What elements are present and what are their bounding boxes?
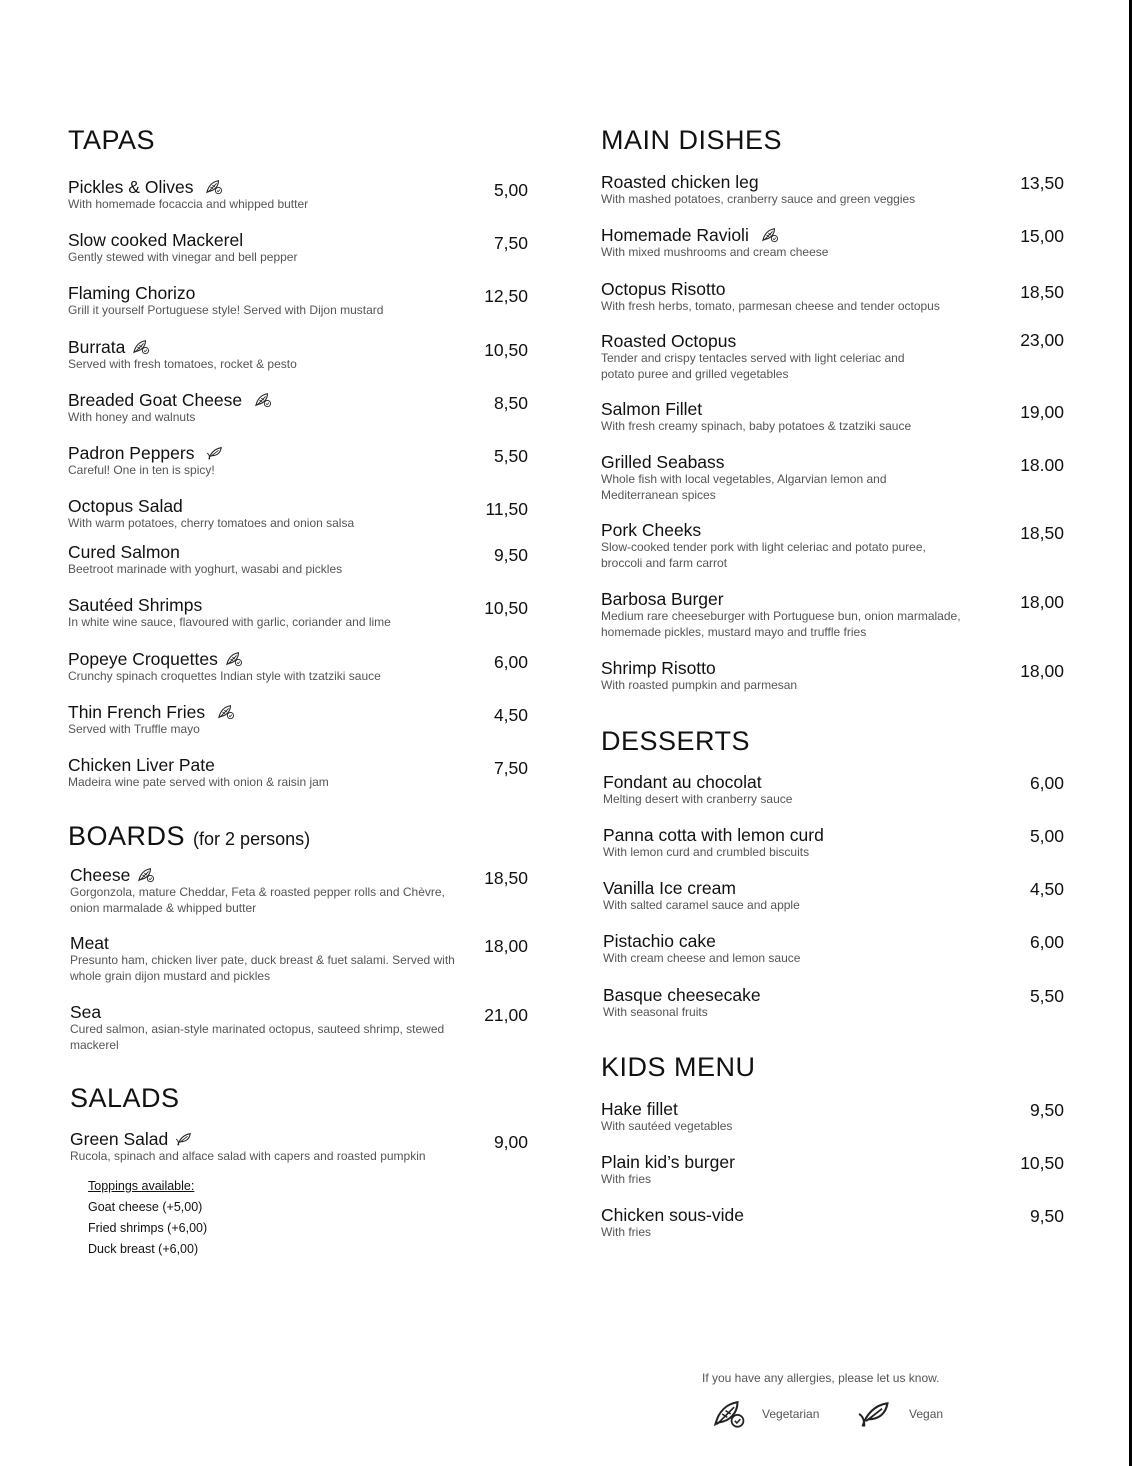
- vegetarian-icon: [132, 339, 150, 355]
- item-price: 12,50: [484, 286, 528, 306]
- item-name: Hake fillet: [601, 1099, 678, 1119]
- item-price: 4,50: [493, 705, 528, 725]
- vegetarian-icon: [205, 179, 223, 195]
- vegetarian-icon: [254, 392, 272, 408]
- menu-item: [68, 444, 528, 479]
- item-name: Salmon Fillet: [601, 399, 703, 419]
- main-dishes-heading: MAIN DISHES: [601, 125, 783, 155]
- item-name: Pistachio cake: [603, 931, 716, 951]
- item-price: 18,00: [1020, 592, 1064, 612]
- item-name: Green Salad: [70, 1129, 169, 1149]
- menu-item: [601, 280, 1064, 315]
- item-name: Cheese: [70, 865, 131, 885]
- item-description: With fries: [601, 1225, 652, 1239]
- item-name: Popeye Croquettes: [68, 649, 218, 669]
- salads-heading: SALADS: [70, 1083, 180, 1113]
- item-description: In white wine sauce, flavoured with garlic, coriander and lime: [68, 615, 391, 629]
- menu-item: [68, 391, 528, 426]
- item-description: With salted caramel sauce and apple: [603, 898, 800, 912]
- item-price: 18,50: [1020, 523, 1064, 543]
- item-description: Beetroot marinade with yoghurt, wasabi and pickles: [68, 562, 343, 576]
- boards-heading: [68, 823, 310, 850]
- item-price: 4,50: [1029, 879, 1064, 899]
- item-price: 8,50: [493, 393, 528, 413]
- menu-item: [601, 1206, 1064, 1241]
- item-price: 15,00: [1020, 226, 1064, 246]
- item-price: 9,50: [1029, 1100, 1064, 1120]
- item-description: With mixed mushrooms and cream cheese: [601, 245, 829, 259]
- item-name: Octopus Salad: [68, 496, 183, 516]
- item-price: 10,50: [484, 598, 528, 618]
- item-price: 9,50: [493, 545, 528, 565]
- item-description: Gently stewed with vinegar and bell pepper: [68, 250, 298, 264]
- item-name: Roasted Octopus: [601, 331, 737, 351]
- item-description: With cream cheese and lemon sauce: [603, 951, 801, 965]
- item-description: Crunchy spinach croquettes Indian style with tzatziki sauce: [68, 669, 381, 683]
- item-price: 18,00: [1020, 661, 1064, 681]
- menu-item: [601, 400, 1064, 435]
- item-name: Plain kid’s burger: [601, 1152, 735, 1172]
- menu-item: [68, 497, 528, 532]
- item-description: Slow-cooked tender pork with light celeriac and potato puree, broccoli and farm carrot: [601, 540, 926, 570]
- item-description: With warm potatoes, cherry tomatoes and onion salsa: [68, 516, 355, 530]
- menu-item: [68, 596, 528, 631]
- desserts-heading: DESSERTS: [601, 726, 751, 756]
- boards-title: BOARDS: [68, 821, 186, 851]
- item-description: Cured salmon, asian-style marinated octopus, sauteed shrimp, stewed mackerel: [70, 1022, 445, 1052]
- menu-item: [68, 756, 528, 791]
- item-description: Served with fresh tomatoes, rocket & pesto: [68, 357, 297, 371]
- item-description: Careful! One in ten is spicy!: [68, 463, 215, 477]
- menu-item: [70, 934, 528, 984]
- item-name: Grilled Seabass: [601, 452, 725, 472]
- menu-item: [68, 231, 528, 266]
- item-description: Madeira wine pate served with onion & raisin jam: [68, 775, 329, 789]
- toppings-title: Toppings available:: [88, 1179, 195, 1193]
- item-price: 6,00: [1029, 932, 1064, 952]
- menu-item: [603, 986, 1064, 1021]
- item-price: 5,50: [1029, 986, 1064, 1006]
- item-description: With fresh creamy spinach, baby potatoes & tzatziki sauce: [601, 419, 912, 433]
- kids-menu-heading: KIDS MENU: [601, 1052, 756, 1082]
- item-price: 7,50: [493, 233, 528, 253]
- menu-item: [601, 453, 1064, 503]
- item-price: 9,00: [493, 1132, 528, 1152]
- item-price: 5,00: [1029, 826, 1064, 846]
- item-price: 18,00: [484, 936, 528, 956]
- item-description: Melting desert with cranberry sauce: [603, 792, 793, 806]
- item-description: Medium rare cheeseburger with Portuguese bun, onion marmalade, homemade pickles, mustard mayo and truffle fries: [601, 609, 961, 639]
- topping-item: Goat cheese (+5,00): [88, 1200, 203, 1214]
- item-name: Barbosa Burger: [601, 589, 724, 609]
- item-price: 18.00: [1020, 455, 1064, 475]
- item-description: With honey and walnuts: [68, 410, 196, 424]
- item-price: 21,00: [484, 1005, 528, 1025]
- tapas-heading: TAPAS: [68, 125, 156, 155]
- vegetarian-icon: [217, 704, 235, 720]
- menu-item: [601, 332, 1064, 382]
- item-name: Pickles & Olives: [68, 177, 194, 197]
- item-description: Rucola, spinach and alface salad with capers and roasted pumpkin: [70, 1149, 426, 1163]
- item-name: Vanilla Ice cream: [603, 878, 736, 898]
- item-price: 6,00: [1029, 773, 1064, 793]
- item-description: Presunto ham, chicken liver pate, duck breast & fuet salami. Served with whole grain dijon mustard and pickles: [70, 953, 455, 983]
- allergy-note: If you have any allergies, please let us know.: [702, 1371, 940, 1385]
- vegan-icon: [206, 445, 224, 461]
- menu-item: [68, 284, 528, 319]
- item-name: Chicken sous-vide: [601, 1205, 744, 1225]
- item-name: Breaded Goat Cheese: [68, 390, 243, 410]
- item-name: Octopus Risotto: [601, 279, 726, 299]
- item-description: With seasonal fruits: [603, 1005, 708, 1019]
- item-name: Padron Peppers: [68, 443, 195, 463]
- item-name: Meat: [70, 933, 109, 953]
- toppings-list: [88, 1179, 207, 1263]
- item-price: 23,00: [1020, 330, 1064, 350]
- legend-vegetarian-label: Vegetarian: [762, 1407, 820, 1421]
- vegan-icon: [857, 1398, 893, 1430]
- legend-vegan-label: Vegan: [909, 1407, 944, 1421]
- legend-vegan: [857, 1398, 943, 1430]
- menu-item: [68, 703, 528, 738]
- item-name: Slow cooked Mackerel: [68, 230, 244, 250]
- item-price: 7,50: [493, 758, 528, 778]
- item-description: Whole fish with local vegetables, Algarvian lemon and Mediterranean spices: [601, 472, 887, 502]
- menu-item: [603, 773, 1064, 808]
- menu-item: [68, 650, 528, 685]
- menu-item: [70, 866, 528, 916]
- menu-item: [603, 932, 1064, 967]
- vegetarian-icon: [225, 651, 243, 667]
- item-name: Sautéed Shrimps: [68, 595, 203, 615]
- topping-item: Duck breast (+6,00): [88, 1242, 199, 1256]
- menu-item: [601, 1153, 1064, 1188]
- item-price: 11,50: [485, 499, 528, 519]
- menu-item: [601, 173, 1064, 208]
- item-description: With sautéed vegetables: [601, 1119, 733, 1133]
- item-description: With fresh herbs, tomato, parmesan cheese and tender octopus: [601, 299, 940, 313]
- topping-item: Fried shrimps (+6,00): [88, 1221, 208, 1235]
- menu-item: [601, 521, 1064, 571]
- menu-item: [603, 826, 1064, 861]
- item-price: 18,50: [484, 868, 528, 888]
- item-name: Chicken Liver Pate: [68, 755, 215, 775]
- menu-item: [601, 226, 1064, 261]
- vegetarian-icon: [137, 867, 155, 883]
- vegetarian-icon: [761, 227, 779, 243]
- item-name: Basque cheesecake: [603, 985, 761, 1005]
- vegetarian-icon: [712, 1398, 746, 1430]
- item-description: Tender and crispy tentacles served with light celeriac and potato puree and grilled vegetables: [601, 351, 905, 381]
- item-price: 10,50: [1020, 1153, 1064, 1173]
- item-description: Served with Truffle mayo: [68, 722, 200, 736]
- item-price: 9,50: [1029, 1206, 1064, 1226]
- menu-item: [603, 879, 1064, 914]
- item-name: Homemade Ravioli: [601, 225, 749, 245]
- item-price: 10,50: [484, 340, 528, 360]
- item-description: With roasted pumpkin and parmesan: [601, 678, 798, 692]
- vegan-icon: [175, 1131, 193, 1147]
- menu-item: [70, 1130, 528, 1165]
- item-price: 19,00: [1020, 402, 1064, 422]
- item-name: Flaming Chorizo: [68, 283, 196, 303]
- legend-vegetarian: [712, 1398, 819, 1430]
- item-name: Roasted chicken leg: [601, 172, 759, 192]
- item-name: Cured Salmon: [68, 542, 180, 562]
- item-description: Gorgonzola, mature Cheddar, Feta & roasted pepper rolls and Chèvre, onion marmalade & whipped butter: [70, 885, 445, 915]
- item-price: 6,00: [493, 652, 528, 672]
- item-price: 18,50: [1020, 282, 1064, 302]
- item-name: Thin French Fries: [68, 702, 206, 722]
- item-price: 13,50: [1020, 173, 1064, 193]
- item-price: 5,00: [493, 180, 528, 200]
- item-description: With homemade focaccia and whipped butter: [68, 197, 309, 211]
- item-name: Fondant au chocolat: [603, 772, 762, 792]
- item-name: Panna cotta with lemon curd: [603, 825, 824, 845]
- menu-item: [68, 543, 528, 578]
- item-name: Burrata: [68, 337, 126, 357]
- item-description: With lemon curd and crumbled biscuits: [603, 845, 810, 859]
- menu-item: [601, 1100, 1064, 1135]
- menu-item: [68, 338, 528, 373]
- item-name: Pork Cheeks: [601, 520, 702, 540]
- menu-item: [70, 1003, 528, 1053]
- item-price: 5,50: [493, 446, 528, 466]
- item-name: Shrimp Risotto: [601, 658, 716, 678]
- boards-subtitle: (for 2 persons): [193, 829, 311, 849]
- menu-item: [68, 178, 528, 213]
- menu-item: [601, 659, 1064, 694]
- item-description: With mashed potatoes, cranberry sauce and green veggies: [601, 192, 916, 206]
- item-description: With fries: [601, 1172, 652, 1186]
- item-name: Sea: [70, 1002, 102, 1022]
- item-description: Grill it yourself Portuguese style! Served with Dijon mustard: [68, 303, 384, 317]
- menu-item: [601, 590, 1064, 640]
